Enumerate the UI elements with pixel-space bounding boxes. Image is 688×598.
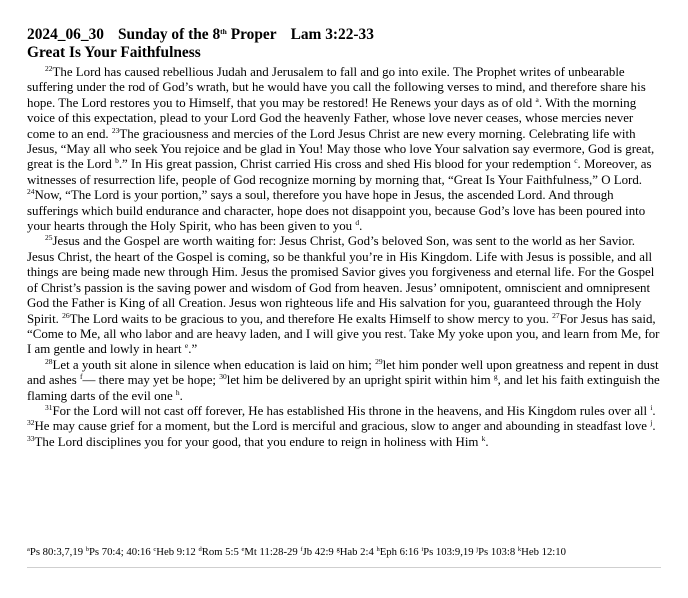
footnote-entry xyxy=(336,546,373,558)
header-day: Sunday of the 8th Proper xyxy=(117,26,277,43)
verse-number: 28 xyxy=(45,356,53,366)
paragraph-text: . With the morning voice of this expectation, plead to your Lord God the heavenly Father, whose love never ceases, whose mercies never come to an end. xyxy=(27,95,637,141)
footnote-entry xyxy=(421,546,473,558)
footnote-entry xyxy=(242,546,298,558)
footnote-marker: i xyxy=(650,402,653,412)
paragraph-text: .” xyxy=(188,342,198,357)
footnote-mark: f xyxy=(300,546,303,553)
paragraph-text: . xyxy=(485,434,489,449)
verse-number: 29 xyxy=(375,356,383,366)
footnote-reference: Heb 12:10 xyxy=(521,546,566,558)
paragraph-text: The Lord has caused rebellious Judah and Jerusalem to fall and go into exile. The Prophet writes of unbearable suffering under the rod of God’s wrath, but he would have you call the following verses to mind, and therefore share his hope. The Lord restores you to Himself, that you may be restored! He Renews your days as of old xyxy=(27,65,646,110)
paragraph-text: For the Lord will not cast off forever, He has established His throne in the heavens, and His Kingdom rules over all xyxy=(52,403,651,418)
footnote-reference: Ps 70:4; 40:16 xyxy=(88,546,151,558)
body-text xyxy=(27,65,662,450)
footnote-mark: h xyxy=(376,546,380,553)
paragraph-text: let him ponder well upon greatness and repent in dust and ashes xyxy=(27,357,659,388)
footnote-marker: b xyxy=(115,156,119,166)
footnote-marker: k xyxy=(481,433,486,443)
footnote-entry xyxy=(27,546,83,558)
footnote-entry xyxy=(153,546,195,558)
footnote-mark: g xyxy=(336,546,340,553)
header-reference: Lam 3:22-33 xyxy=(290,26,374,43)
ordinal-suffix: th xyxy=(220,27,227,36)
paragraph xyxy=(27,404,662,450)
footnote-entry xyxy=(198,546,238,558)
footnote-reference: Heb 9:12 xyxy=(156,546,196,558)
verse-number: 23 xyxy=(111,125,120,135)
paragraph-text: Now, “The Lord is your portion,” says a soul, therefore you have hope in Jesus, the ascended Lord. And through sufferings which build endurance and character, hope does not disappoint you, because God’s love has been poured into your hearts through the Holy Spirit, who has been given to you xyxy=(27,188,646,234)
footnotes xyxy=(27,545,661,559)
verse-number: 33 xyxy=(27,433,35,443)
footnote-mark: d xyxy=(198,546,202,553)
paragraph-text: , and let his faith extinguish the flaming darts of the evil one xyxy=(27,373,660,403)
paragraph-text: . xyxy=(652,419,656,434)
footnote-marker: d xyxy=(355,218,360,228)
footnote-mark: b xyxy=(85,546,89,553)
footnote-reference: Jb 42:9 xyxy=(302,546,334,558)
footnote-entry xyxy=(476,546,515,558)
footnote-reference: Hab 2:4 xyxy=(339,546,374,558)
paragraph-text: — there may yet be hope; xyxy=(82,373,220,388)
footnote-marker: f xyxy=(79,372,83,382)
footnote-mark: e xyxy=(241,546,245,553)
footnote-mark: c xyxy=(153,546,157,553)
verse-number: 22 xyxy=(45,64,53,73)
footnote-mark: j xyxy=(476,546,479,553)
verse-number: 31 xyxy=(45,402,53,412)
verse-number: 32 xyxy=(27,418,35,428)
paragraph-text: . xyxy=(179,388,183,403)
footnote-marker: c xyxy=(574,156,578,166)
header-line xyxy=(27,26,662,44)
verse-number: 30 xyxy=(219,372,227,382)
verse-number: 26 xyxy=(62,310,70,320)
footnote-entry xyxy=(518,546,566,558)
header-date: 2024_06_30 xyxy=(27,26,104,43)
paragraph-text: . xyxy=(652,403,656,418)
footnote-mark: i xyxy=(421,546,424,553)
paragraph-text: Jesus and the Gospel are worth waiting for: Jesus Christ, God’s beloved Son, was sent to the world as her Savior. Jesus Christ, the heart of the Gospel is coming, so be thankful you’re in His Kingdom. Life with Jesus is possible, and all things are being made new through Him. Jesus the promised Savior gives you forgiveness and eternal life. For the Gospel of Christ’s passion is the saving power and wisdom of God from heaven. Jesus’ omnipotent, omniscient and omnipresent God the Father is King of all Creation. Jesus won righteous life and His salvation for you, guaranteed through the Holy Spirit. xyxy=(27,234,655,326)
footer-rule xyxy=(27,567,661,568)
footnote-reference: Eph 6:16 xyxy=(379,546,419,558)
paragraph xyxy=(27,358,662,404)
paragraph-text: The Lord disciplines you for your good, that you endure to reign in holiness with Him xyxy=(34,434,482,449)
footnote-reference: Mt 11:28-29 xyxy=(244,546,298,558)
paragraph-text: The Lord waits to be gracious to you, and therefore He exalts Himself to show mercy to you. xyxy=(69,311,553,326)
verse-number: 24 xyxy=(27,187,35,197)
footnote-entry xyxy=(86,546,151,558)
paragraph-text: For Jesus has said, “Come to Me, all who labor and are heavy laden, and I will give you rest. Take My yoke upon you, and learn from Me, for I am gentle and lowly in heart xyxy=(27,311,660,357)
footnote-marker: e xyxy=(184,341,189,351)
paragraph-text: Let a youth sit alone in silence when education is laid on him; xyxy=(52,357,376,372)
paragraph-text: The graciousness and mercies of the Lord Jesus Christ are new every morning. Celebrating life with Jesus, “May all who seek You rejoice and be glad in You! May those who love Your salvation say evermore, God is great, great is the Lord xyxy=(27,126,655,172)
footnote-entry xyxy=(377,546,419,558)
paragraph-text: let him be delivered by an upright spirit within him xyxy=(226,373,494,388)
footnote-mark: k xyxy=(517,546,522,553)
footnote-mark: a xyxy=(27,546,30,553)
verse-number: 27 xyxy=(552,310,560,320)
document-header xyxy=(27,26,662,62)
verse-number: 25 xyxy=(45,233,53,243)
footnote-reference: Ps 103:9,19 xyxy=(423,546,474,558)
footnote-marker: a xyxy=(535,94,539,104)
paragraph xyxy=(27,65,662,234)
page-title: Great Is Your Faithfulness xyxy=(27,44,201,61)
paragraph-text: . Moreover, as witnesses of resurrection life, people of God recognize morning by morning that, “Great Is Your Faithfulness,” O Lord. xyxy=(27,157,652,187)
footnote-marker: g xyxy=(493,372,498,382)
footnote-reference: Ps 80:3,7,19 xyxy=(29,546,84,558)
paragraph-text: He may cause grief for a moment, but the Lord is merciful and gracious, slow to anger and abounding in steadfast love xyxy=(34,419,651,434)
paragraph-text: . xyxy=(359,219,363,234)
footnote-marker: h xyxy=(175,387,180,397)
footnote-marker: j xyxy=(650,418,653,428)
footnote-entry xyxy=(300,546,333,558)
paragraph xyxy=(27,234,662,357)
footnote-reference: Rom 5:5 xyxy=(201,546,239,558)
footnote-reference: Ps 103:8 xyxy=(478,546,516,558)
paragraph-text: .” In His great passion, Christ carried His cross and shed His blood for your redemption xyxy=(118,157,575,172)
